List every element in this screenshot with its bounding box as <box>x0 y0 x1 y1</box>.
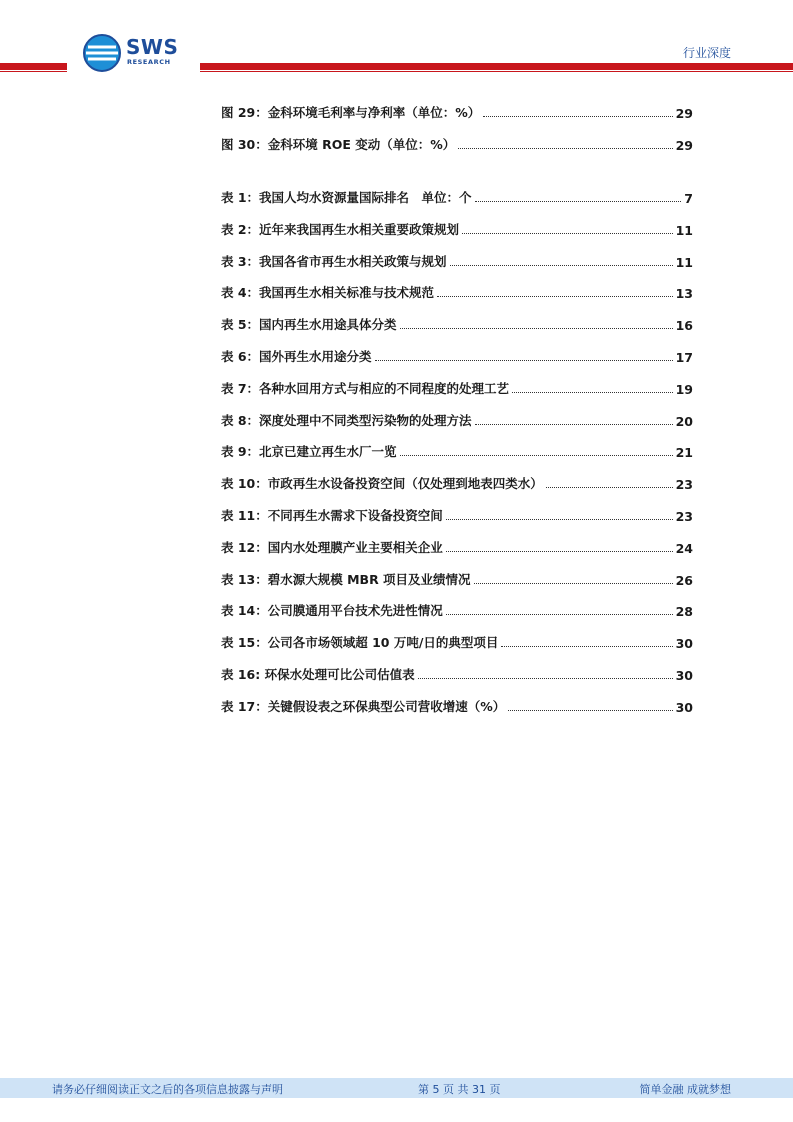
toc-entry-label: 表 16: 环保水处理可比公司估值表 <box>221 667 415 682</box>
toc-entry-page: 21 <box>675 445 693 460</box>
toc-entry-page: 17 <box>675 350 693 365</box>
header-rule-right-thin <box>200 71 793 72</box>
logo-text: SWS <box>126 35 179 59</box>
toc-leader-dots <box>400 328 673 329</box>
toc-entry-figures-2[interactable] <box>221 133 693 153</box>
toc-entry-page: 30 <box>675 700 693 715</box>
toc-leader-dots <box>474 583 673 584</box>
toc-leader-dots <box>450 265 673 266</box>
logo-subtext: RESEARCH <box>127 58 171 66</box>
toc-entry-page: 30 <box>675 668 693 683</box>
toc-entry-page: 26 <box>675 573 693 588</box>
toc-leader-dots <box>512 392 673 393</box>
toc-leader-dots <box>501 646 672 647</box>
toc-entry-page: 11 <box>675 223 693 238</box>
toc-leader-dots <box>546 487 673 488</box>
toc-leader-dots <box>446 614 673 615</box>
toc-entry-tables-15[interactable] <box>221 631 693 651</box>
document-type-label: 行业深度 <box>682 46 731 60</box>
toc-entry-page: 20 <box>675 414 693 429</box>
toc-entry-label: 表 13：碧水源大规模 MBR 项目及业绩情况 <box>221 572 471 587</box>
toc-entry-label: 表 7：各种水回用方式与相应的不同程度的处理工艺 <box>221 381 510 396</box>
toc-entry-tables-12[interactable] <box>221 536 693 556</box>
toc-entry-tables-3[interactable] <box>221 250 693 270</box>
toc-leader-dots <box>508 710 672 711</box>
toc-entry-page: 29 <box>675 106 693 121</box>
toc-entry-tables-1[interactable] <box>221 186 693 206</box>
toc-leader-dots <box>475 201 682 202</box>
toc-entry-tables-17[interactable] <box>221 695 693 715</box>
toc-entry-label: 表 17：关键假设表之环保典型公司营收增速（%） <box>221 699 506 714</box>
toc-entry-label: 表 1：我国人均水资源量国际排名 单位：个 <box>221 190 472 205</box>
toc-entry-page: 28 <box>675 604 693 619</box>
page-footer <box>0 1078 793 1098</box>
toc-entry-tables-5[interactable] <box>221 313 693 333</box>
toc-entry-label: 表 11：不同再生水需求下设备投资空间 <box>221 508 443 523</box>
toc-entry-tables-7[interactable] <box>221 377 693 397</box>
toc-entry-label: 表 6：国外再生水用途分类 <box>221 349 372 364</box>
toc-entry-label: 表 5：国内再生水用途具体分类 <box>221 317 397 332</box>
header-rule-right <box>200 63 793 70</box>
toc-entry-tables-9[interactable] <box>221 440 693 460</box>
toc-entry-page: 23 <box>675 509 693 524</box>
toc-entry-tables-4[interactable] <box>221 281 693 301</box>
toc-entry-label: 表 10：市政再生水设备投资空间（仅处理到地表四类水） <box>221 476 543 491</box>
toc-entry-tables-10[interactable] <box>221 472 693 492</box>
toc-leader-dots <box>446 551 673 552</box>
toc-leader-dots <box>375 360 673 361</box>
toc-entry-label: 表 9：北京已建立再生水厂一览 <box>221 444 397 459</box>
footer-disclaimer: 请务必仔细阅读正文之后的各项信息披露与声明 <box>52 1083 283 1096</box>
toc-entry-tables-11[interactable] <box>221 504 693 524</box>
toc-leader-dots <box>400 455 673 456</box>
toc-entry-page: 13 <box>675 286 693 301</box>
toc-entry-label: 表 15：公司各市场领域超 10 万吨/日的典型项目 <box>221 635 499 650</box>
toc-leader-dots <box>483 116 672 117</box>
footer-page-number: 第 5 页 共 31 页 <box>418 1083 501 1096</box>
toc-entry-page: 7 <box>684 191 693 206</box>
toc-entry-page: 29 <box>675 138 693 153</box>
toc-entry-tables-2[interactable] <box>221 218 693 238</box>
toc-entry-label: 表 8：深度处理中不同类型污染物的处理方法 <box>221 413 472 428</box>
toc-entry-tables-13[interactable] <box>221 568 693 588</box>
toc-entry-page: 30 <box>675 636 693 651</box>
toc-entry-page: 11 <box>675 255 693 270</box>
toc-leader-dots <box>446 519 673 520</box>
toc-entry-page: 16 <box>675 318 693 333</box>
toc-leader-dots <box>462 233 673 234</box>
toc-entry-label: 表 3：我国各省市再生水相关政策与规划 <box>221 254 447 269</box>
toc-entry-label: 表 4：我国再生水相关标准与技术规范 <box>221 285 435 300</box>
toc-entry-tables-6[interactable] <box>221 345 693 365</box>
toc-leader-dots <box>437 296 673 297</box>
sws-logo <box>82 33 192 73</box>
toc-entry-label: 图 30：金科环境 ROE 变动（单位：%） <box>221 137 456 152</box>
toc-entry-label: 表 12：国内水处理膜产业主要相关企业 <box>221 540 443 555</box>
toc-entry-tables-14[interactable] <box>221 599 693 619</box>
toc-entry-label: 表 14：公司膜通用平台技术先进性情况 <box>221 603 443 618</box>
toc-leader-dots <box>475 424 673 425</box>
toc-entry-page: 24 <box>675 541 693 556</box>
toc-entry-page: 23 <box>675 477 693 492</box>
sws-logo-mark-icon <box>82 33 122 73</box>
page-header <box>0 0 793 80</box>
toc-leader-dots <box>458 148 672 149</box>
toc-entry-page: 19 <box>675 382 693 397</box>
toc-entry-tables-16[interactable] <box>221 663 693 683</box>
toc-entry-label: 表 2：近年来我国再生水相关重要政策规划 <box>221 222 460 237</box>
footer-slogan: 简单金融 成就梦想 <box>639 1083 731 1096</box>
toc-entry-label: 图 29：金科环境毛利率与净利率（单位：%） <box>221 105 481 120</box>
header-rule-left-thin <box>0 71 67 72</box>
toc-entry-figures-1[interactable] <box>221 101 693 121</box>
toc-entry-tables-8[interactable] <box>221 409 693 429</box>
header-rule-left <box>0 63 67 70</box>
toc-leader-dots <box>418 678 673 679</box>
